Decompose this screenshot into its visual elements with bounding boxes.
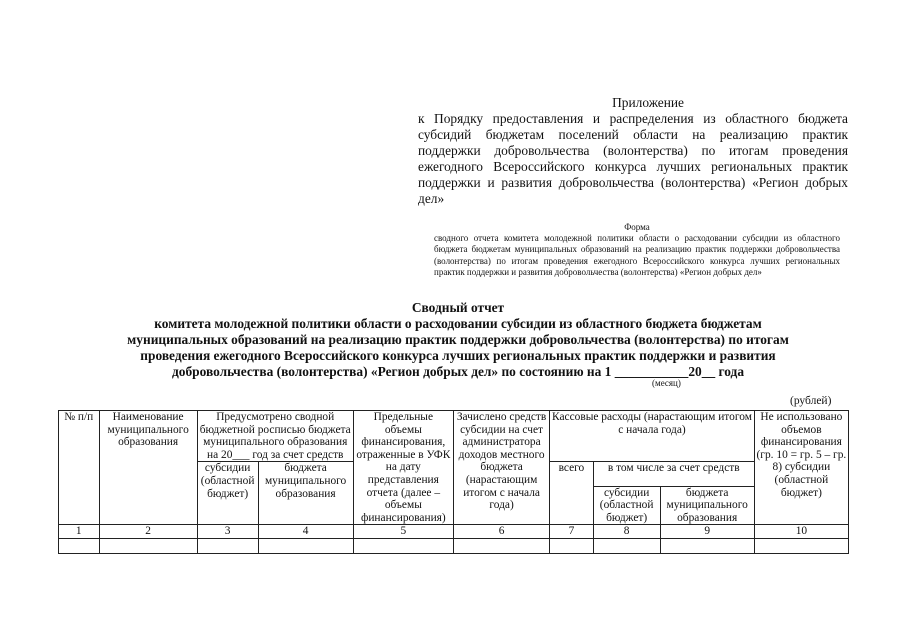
- appendix-block: [418, 95, 848, 207]
- month-note: (месяц): [652, 378, 681, 388]
- table-cell: [754, 538, 848, 553]
- column-number: 8: [593, 525, 660, 539]
- column-number: 1: [59, 525, 100, 539]
- table-cell: [593, 538, 660, 553]
- column-number: 3: [197, 525, 258, 539]
- header-col-subsidy-planned: субсидии (областной бюджет): [197, 462, 258, 525]
- report-heading-line: добровольчества (волонтерства) «Регион добрых дел» по состоянию на 1 ___________20__ года: [171, 364, 745, 379]
- table-row: [59, 538, 849, 553]
- header-group-including: в том числе за счет средств: [593, 462, 754, 486]
- header-col-municipality: Наименование муниципального образования: [99, 411, 197, 525]
- report-table: [58, 410, 849, 554]
- header-col-credited: Зачислено средств субсидии на счет администратора доходов местного бюджета (нарастающим итогом с начала года): [453, 411, 549, 525]
- table-cell: [353, 538, 453, 553]
- column-number: 10: [754, 525, 848, 539]
- column-number: 6: [453, 525, 549, 539]
- column-number-row: [59, 525, 849, 539]
- table-cell: [197, 538, 258, 553]
- appendix-title: Приложение: [612, 95, 684, 110]
- report-heading-line: комитета молодежной политики области о расходовании субсидии из областного бюджета бюджетам: [154, 316, 762, 331]
- report-heading-line: муниципальных образований на реализацию практик поддержки добровольчества (волонтерства) по итогам: [127, 332, 789, 347]
- header-group-cash-expenses: Кассовые расходы (нарастающим итогом с начала года): [550, 411, 755, 462]
- report-title: Сводный отчет: [411, 300, 505, 315]
- table-cell: [453, 538, 549, 553]
- form-text: сводного отчета комитета молодежной политики области о расходовании субсидии из областного бюджета бюджетам муниципальных образований на реализацию практик поддержки добровольчества (волонтерства) по итогам проведения ежегодного Всероссийского конкурса лучших региональных практик поддержки и развития добровольчества (волонтерства) «Регион добрых дел»: [434, 233, 840, 277]
- column-number: 2: [99, 525, 197, 539]
- header-col-unused: Не использовано объемов финансирования (гр. 10 = гр. 5 – гр. 8) субсидии (областной бюджет): [754, 411, 848, 525]
- header-group-planned: Предусмотрено сводной бюджетной росписью бюджета муниципального образования на 20___ год за счет средств: [197, 411, 353, 462]
- column-number: 7: [550, 525, 594, 539]
- table-cell: [59, 538, 100, 553]
- table-cell: [660, 538, 754, 553]
- appendix-text: к Порядку предоставления и распределения из областного бюджета субсидий бюджетам поселений области на реализацию практик поддержки добровольчества (волонтерства) по итогам проведения ежегодного Всероссийского конкурса лучших региональных практик поддержки и развития добровольчества (волонтерства) «Регион добрых дел»: [418, 111, 848, 206]
- header-col-subsidy-cash: субсидии (областной бюджет): [593, 486, 660, 525]
- table-cell: [99, 538, 197, 553]
- form-block: [434, 222, 840, 278]
- header-col-municipal-planned: бюджета муниципального образования: [258, 462, 353, 525]
- column-number: 9: [660, 525, 754, 539]
- table-header-row: [59, 411, 849, 462]
- header-col-total: всего: [550, 462, 594, 525]
- form-title: Форма: [624, 222, 650, 232]
- column-number: 4: [258, 525, 353, 539]
- column-number: 5: [353, 525, 453, 539]
- table-cell: [550, 538, 594, 553]
- report-heading-line: проведения ежегодного Всероссийского конкурса лучших региональных практик поддержки и развития: [140, 348, 776, 363]
- header-col-funding-limits: Предельные объемы финансирования, отраженные в УФК на дату представления отчета (далее – объемы финансирования): [353, 411, 453, 525]
- report-heading: [68, 300, 848, 380]
- table-cell: [258, 538, 353, 553]
- header-col-municipal-cash: бюджета муниципального образования: [660, 486, 754, 525]
- unit-note: (рублей): [790, 395, 832, 407]
- header-col-number: № п/п: [59, 411, 100, 525]
